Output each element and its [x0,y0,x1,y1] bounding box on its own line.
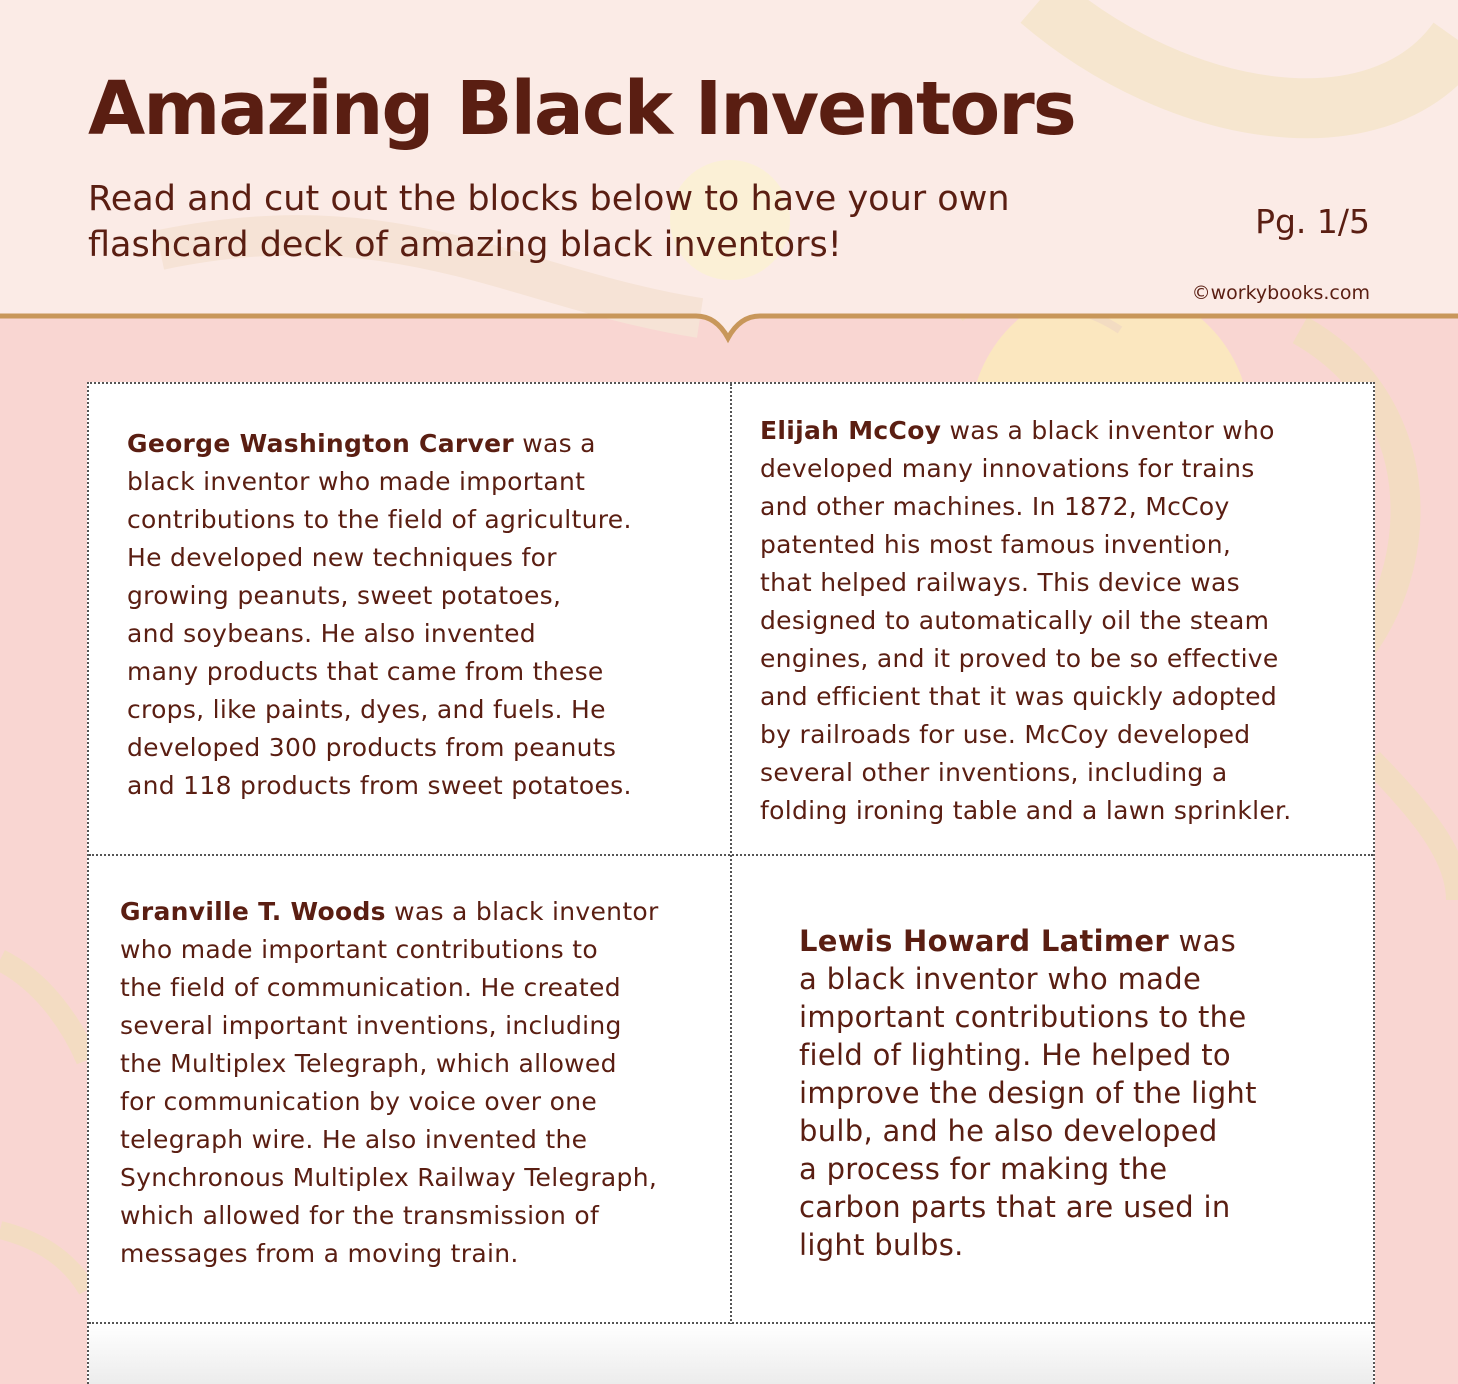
flashcard-woods: Granville T. Woods was a black inventor who made important contributions to the field of communication. He created several important inventions, including the Multiplex Telegraph, which allowed for communication by voice over one telegraph wire. He also invented the Synchronous Multiplex Railway Telegraph, which allowed for the transmission of messages from a moving train. [120,897,659,1268]
copyright: ©workybooks.com [1191,282,1370,304]
inventor-name: Lewis Howard Latimer [799,924,1169,958]
subtitle [88,176,1098,268]
inventor-name: George Washington Carver [127,429,514,458]
header [0,0,1458,318]
page-title: Amazing Black Inventors [88,66,1075,152]
card-row-partial [89,1324,1373,1384]
subtitle-line-2: flashcard deck of amazing black inventors! [88,225,842,265]
flashcard-grid [87,382,1375,1384]
inventor-name: Elijah McCoy [760,416,942,445]
cut-line-vertical [730,384,732,1384]
flashcard-mccoy: Elijah McCoy was a black inventor who developed many innovations for trains and other machines. In 1872, McCoy patented his most famous invention, that helped railways. This device was designed to automatically oil the steam engines, and it proved to be so effective and efficient that it was quickly adopted by railroads for use. McCoy developed several other inventions, including a folding ironing table and a lawn sprinkler. [760,416,1292,825]
page-number: Pg. 1/5 [1255,202,1370,241]
flashcard-carver: George Washington Carver was a black inventor who made important contributions to the field of agriculture. He developed new techniques for growing peanuts, sweet potatoes, and soybeans. He also invented many products that came from these crops, like paints, dyes, and fuels. He developed 300 products from peanuts and 118 products from sweet potatoes. [127,429,632,800]
cut-line-horizontal [89,854,1373,856]
flashcard-latimer: Lewis Howard Latimer was a black inventor who made important contributions to the field of lighting. He helped to improve the design of the light bulb, and he also developed a process for making the carbon parts that are used in light bulbs. [799,924,1257,1262]
subtitle-line-1: Read and cut out the blocks below to have your own [88,179,1010,219]
inventor-name: Granville T. Woods [120,897,386,926]
